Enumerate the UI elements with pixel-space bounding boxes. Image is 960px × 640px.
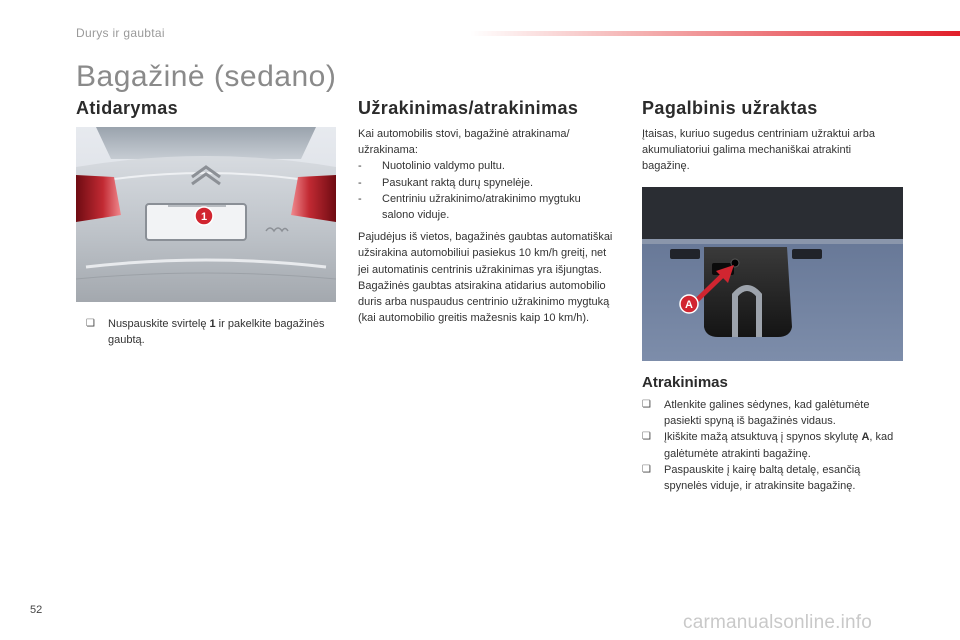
trunk-photo: [76, 127, 336, 302]
heading-opening: Atidarymas: [76, 98, 179, 118]
watermark: carmanualsonline.info: [683, 612, 873, 633]
page-number: 52: [30, 604, 43, 616]
list-item: - Pasukant raktą durų spynelėje.: [358, 175, 613, 191]
photo-marker-1: 1: [200, 211, 208, 223]
check-box-icon: ❏: [642, 463, 651, 475]
list-item: - Nuotolinio valdymo pultu.: [358, 158, 613, 174]
unlocking-steps: [642, 397, 902, 494]
lock-photo-illustration: [642, 187, 903, 361]
section-label: Durys ir gaubtai: [76, 26, 165, 40]
lock-photo: [642, 187, 903, 361]
heading-locking: Užrakinimas/atrakinimas: [358, 98, 579, 118]
heading-unlocking: Atrakinimas: [642, 374, 728, 391]
locking-paragraph: Pajudėjus iš vietos, bagažinės gaubtas automatiškai užsirakina automobiliui pasiekus 10 km/h greitį, net jei automatinis centrinis užrakinimas yra išjungtas. Bagažinės gaubtas atsirakina atidarius automobilio duris arba nuspaudus centrinio užrakinimo mygtuką (kai automobilio greitis mažesnis kaip 10 km/h).: [358, 231, 613, 325]
check-box-icon: ❏: [642, 431, 651, 443]
locking-text: [358, 126, 613, 326]
locking-intro: Kai automobilis stovi, bagažinė atrakinama/ užrakinama:: [358, 128, 570, 157]
photo-marker-a: A: [685, 299, 693, 311]
locking-methods-list: [358, 158, 613, 223]
opening-steps: [86, 316, 336, 348]
unlocking-step: ❏ Įkiškite mažą atsuktuvą į spynos skylutę A, kad galėtumėte atrakinti bagažinę.: [642, 431, 894, 460]
opening-step: ❏ Nuspauskite svirtelę 1 ir pakelkite bagažinės gaubtą.: [86, 318, 325, 347]
list-item: - Centriniu užrakinimo/atrakinimo mygtuku salono viduje.: [358, 191, 613, 223]
heading-emergency-lock: Pagalbinis užraktas: [642, 98, 818, 118]
unlocking-step: ❏ Atlenkite galines sėdynes, kad galėtumėte pasiekti spyną iš bagažinės vidaus.: [642, 399, 870, 428]
emergency-intro: Įtaisas, kuriuo sugedus centriniam užraktui arba akumuliatoriui galima mechaniškai atrakinti bagažinę.: [642, 128, 875, 173]
trunk-photo-illustration: [76, 127, 336, 302]
check-box-icon: ❏: [86, 318, 95, 329]
unlocking-step: ❏ Paspauskite į kairę baltą detalę, esančią spynelės viduje, ir atrakinsite bagažinę.: [642, 463, 861, 493]
page-title: Bagažinė (sedano): [76, 60, 337, 93]
check-box-icon: ❏: [642, 399, 651, 410]
header-accent-line: [470, 31, 960, 36]
